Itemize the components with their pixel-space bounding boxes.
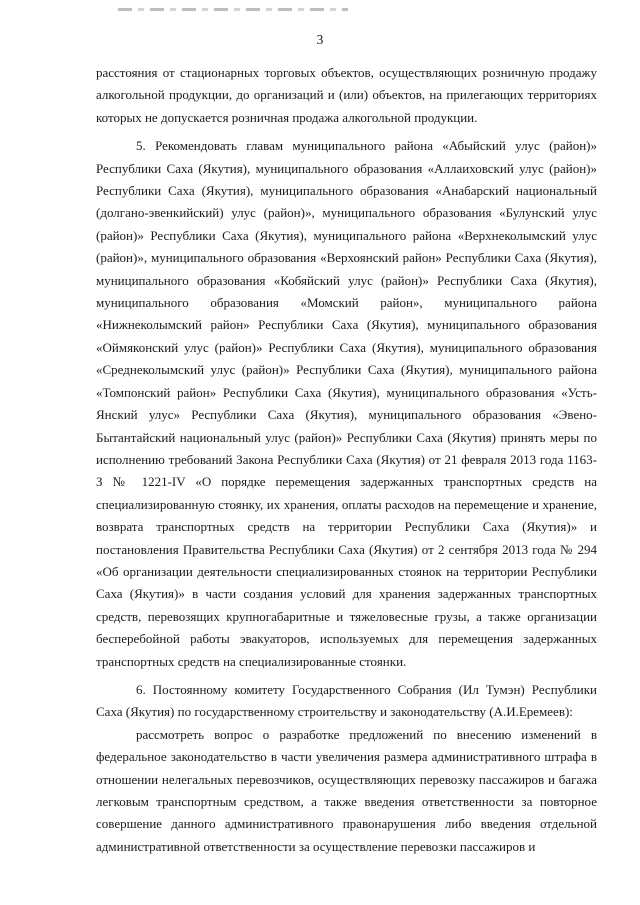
- paragraph-item-6: 6. Постоянному комитету Государственного Собрания (Ил Тумэн) Республики Саха (Якутия) по государственному строительству и законодательству (А.И.Еремеев):: [96, 681, 597, 720]
- paragraph-continuation: расстояния от стационарных торговых объектов, осуществляющих розничную продажу алкогольной продукции, до организаций и (или) объектов, на прилегающих территориях которых не допускается розничная продажа алкогольной продукции.: [96, 65, 597, 125]
- paragraph-item-6-subpoint: рассмотреть вопрос о разработке предложений по внесению изменений в федеральное законодательство в части увеличения размера административного штрафа в отношении нелегальных перевозчиков, осуществляющих перевозку пассажиров и багажа легковым транспортным средством, а также введения ответственности за повторное совершение данного административного правонарушения либо введения отдельной административной ответственности за осуществление перевозки пассажиров и: [96, 726, 597, 854]
- document-body: [96, 62, 597, 858]
- page-number: 3: [316, 32, 324, 47]
- paragraph-item-5: 5. Рекомендовать главам муниципального района «Абыйский улус (район)» Республики Саха (Якутия), муниципального образования «Аллаиховский улус (район)» Республики Саха (Якутия), муниципального образования «Анабарский национальный (долгано-эвенкийский) улус (район)», муниципального образования «Булунский улус (район)» Республики Саха (Якутия), муниципального района «Верхнеколымский улус (район)», муниципального образования «Верхоянский район» Республики Саха (Якутия), муниципального образования «Кобяйский улус (район)» Республики Саха (Якутия), муниципального образования «Момский район», муниципального района «Нижнеколымский район» Республики Саха (Якутия), муниципального образования «Оймяконский улус (район)» Республики Саха (Якутия), муниципального образования «Среднеколымский улус (район)» Республики Саха (Якутия), муниципального района «Томпонский район» Республики Саха (Якутия), муниципального образования «Усть-Янский улус» Республики Саха (Якутия), муниципального образования «Эвено-Бытантайский национальный улус (район)» Республики Саха (Якутия) принять меры по исполнению требований Закона Республики Саха (Якутия) от 21 февраля 2013 года 1163-З № 1221-IV «О порядке перемещения задержанных транспортных средств на специализированную стоянку, их хранения, оплаты расходов на перемещение и хранение, возврата транспортных средств на территории Республики Саха (Якутия)» и постановления Правительства Республики Саха (Якутия) от 2 сентября 2013 года № 294 «Об организации деятельности специализированных стоянок на территории Республики Саха (Якутия)» в части создания условий для хранения задержанных транспортных средств, перевозящих крупногабаритные и тяжеловесные грузы, а также организации бесперебойной работы эвакуаторов, используемых для перемещения задержанных транспортных средств на специализированные стоянки.: [96, 138, 597, 669]
- scan-artifact-line: [118, 8, 348, 11]
